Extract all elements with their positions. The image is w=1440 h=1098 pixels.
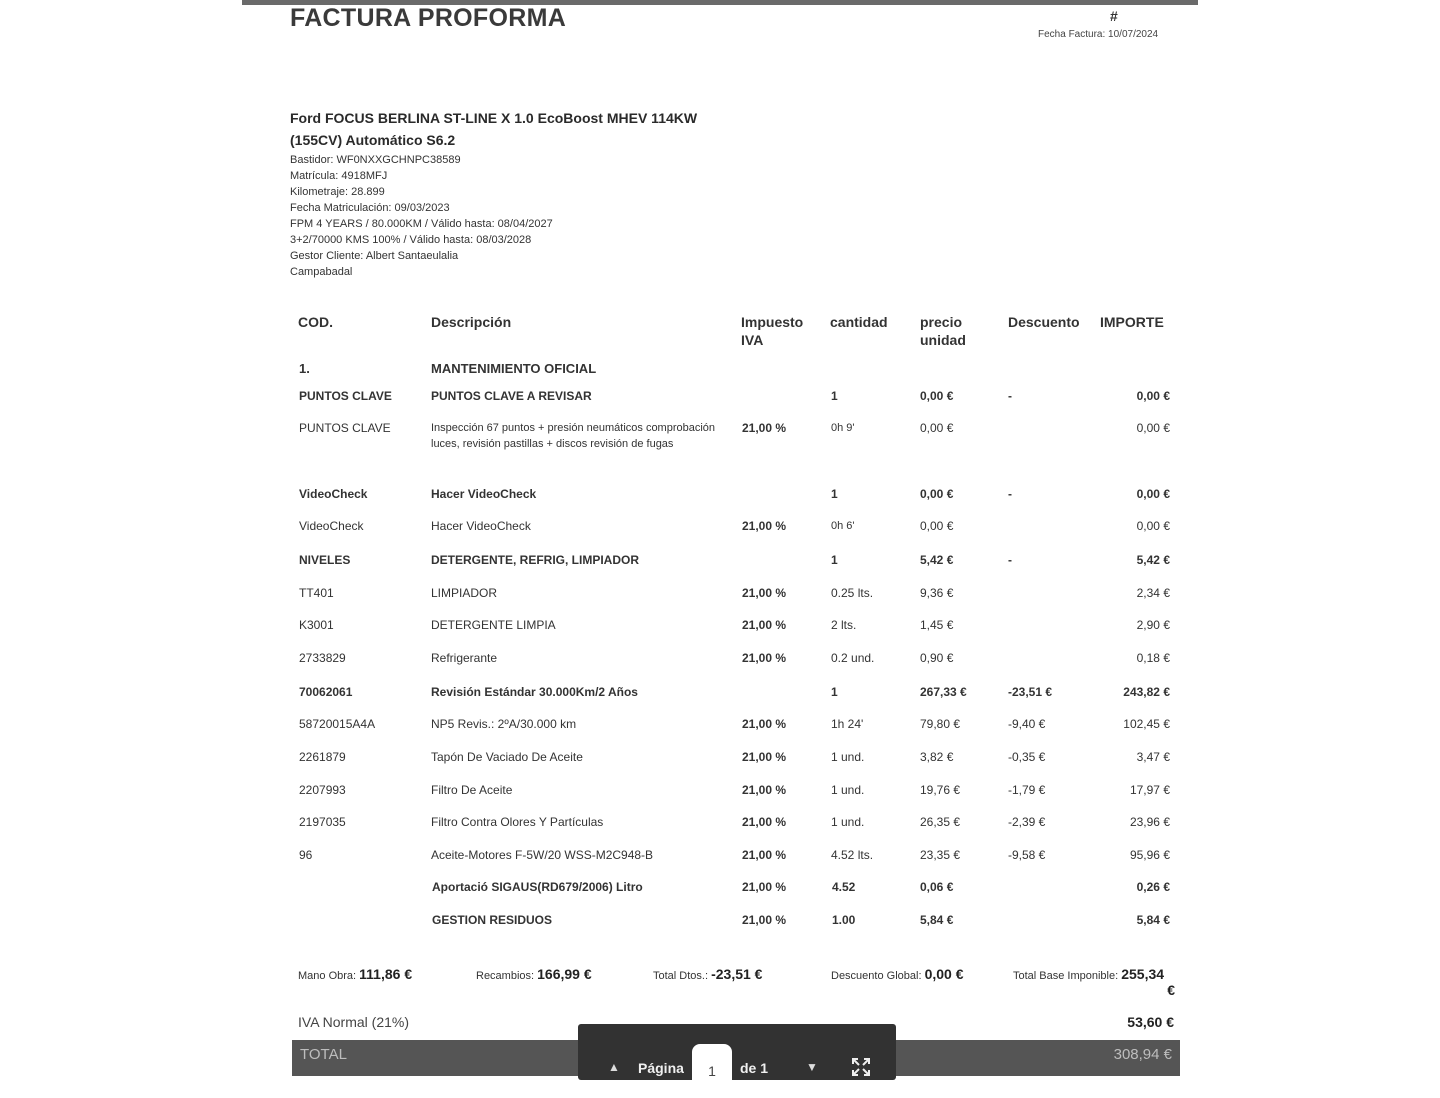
- invoice-title: FACTURA PROFORMA: [290, 4, 567, 32]
- cell-precio: 0,00 €: [920, 519, 954, 533]
- cell-cod: K3001: [299, 618, 334, 632]
- col-header-descuento: Descuento: [1008, 314, 1080, 330]
- cell-descuento: -23,51 €: [1008, 685, 1053, 699]
- cell-desc: Hacer VideoCheck: [431, 519, 531, 533]
- next-page-icon[interactable]: ▼: [806, 1060, 818, 1074]
- vehicle-bastidor: Bastidor: WF0NXXGCHNPC38589: [290, 154, 461, 166]
- summary-recambios: [476, 966, 592, 982]
- cell-iva: 21,00 %: [742, 913, 787, 927]
- cell-desc: Hacer VideoCheck: [431, 487, 537, 501]
- cell-desc: LIMPIADOR: [431, 586, 498, 600]
- cell-cod: 70062061: [299, 685, 353, 699]
- col-header-precio-line2: unidad: [920, 332, 966, 348]
- invoice-date-label: Fecha Factura:: [1038, 29, 1106, 40]
- cell-precio: 26,35 €: [920, 815, 961, 829]
- summary-total-dtos-label: Total Dtos.:: [653, 970, 709, 982]
- col-header-cod: COD.: [298, 314, 333, 330]
- cell-importe: 5,84 €: [1136, 913, 1170, 927]
- cell-desc: Tapón De Vaciado De Aceite: [431, 750, 583, 764]
- cell-importe: 95,96 €: [1129, 848, 1170, 862]
- cell-precio: 5,84 €: [920, 913, 954, 927]
- summary-descuento-global: [831, 966, 964, 982]
- vehicle-kilometraje: Kilometraje: 28.899: [290, 186, 385, 198]
- cell-importe: 23,96 €: [1129, 815, 1170, 829]
- cell-cod: 2197035: [299, 815, 346, 829]
- vehicle-gestor-2: Campabadal: [290, 266, 353, 278]
- vehicle-matricula: Matrícula: 4918MFJ: [290, 170, 388, 182]
- summary-mano-obra-label: Mano Obra:: [298, 970, 357, 982]
- cell-precio: 0,90 €: [920, 651, 954, 665]
- cell-desc: PUNTOS CLAVE A REVISAR: [431, 389, 592, 403]
- cell-cod: 2261879: [299, 750, 346, 764]
- cell-desc: MANTENIMIENTO OFICIAL: [431, 361, 597, 376]
- cell-importe: 17,97 €: [1129, 783, 1170, 797]
- col-header-impuesto-line1: Impuesto: [741, 314, 804, 330]
- cell-cantidad: 1: [831, 389, 838, 403]
- col-header-impuesto-line2: IVA: [741, 332, 764, 348]
- cell-iva: 21,00 %: [742, 848, 787, 862]
- summary-total-dtos-value: -23,51 €: [711, 966, 763, 982]
- vehicle-gestor: Gestor Cliente: Albert Santaeulalia: [290, 250, 459, 262]
- vehicle-fpm: FPM 4 YEARS / 80.000KM / Válido hasta: 08/04/2027: [290, 218, 553, 230]
- cell-precio: 3,82 €: [920, 750, 954, 764]
- summary-recambios-value: 166,99 €: [537, 966, 592, 982]
- col-header-importe: IMPORTE: [1100, 314, 1164, 330]
- cell-importe: 0,18 €: [1136, 651, 1170, 665]
- cell-precio: 1,45 €: [920, 618, 954, 632]
- previous-page-icon[interactable]: ▲: [608, 1060, 620, 1074]
- cell-cod: 58720015A4A: [299, 717, 376, 731]
- cell-iva: 21,00 %: [742, 421, 787, 435]
- vehicle-fecha-matriculacion: Fecha Matriculación: 09/03/2023: [290, 202, 450, 214]
- cell-cantidad: 1h 24': [831, 717, 864, 731]
- cell-iva: 21,00 %: [742, 586, 787, 600]
- cell-descuento: -: [1008, 553, 1012, 567]
- cell-cod: VideoCheck: [299, 519, 364, 533]
- cell-desc: Filtro De Aceite: [431, 783, 513, 797]
- invoice-number-label: #: [1110, 8, 1118, 24]
- cell-iva: 21,00 %: [742, 519, 787, 533]
- summary-base-value: 255,34: [1121, 966, 1165, 982]
- cell-cantidad: 4.52: [832, 880, 856, 894]
- cell-precio: 0,06 €: [920, 880, 954, 894]
- cell-precio: 0,00 €: [920, 487, 954, 501]
- cell-cantidad: 1: [831, 553, 838, 567]
- cell-iva: 21,00 %: [742, 750, 787, 764]
- cell-cantidad: 1 und.: [831, 783, 865, 797]
- cell-cantidad: 0.2 und.: [831, 651, 875, 665]
- cell-precio: 79,80 €: [920, 717, 961, 731]
- cell-cantidad: 1: [831, 487, 838, 501]
- cell-desc: DETERGENTE LIMPIA: [431, 618, 556, 632]
- cell-precio: 267,33 €: [920, 685, 967, 699]
- invoice-date-value: 10/07/2024: [1108, 29, 1159, 40]
- invoice-date: [1038, 29, 1158, 40]
- cell-importe: 0,00 €: [1136, 421, 1170, 435]
- cell-desc: Aceite-Motores F-5W/20 WSS-M2C948-B: [431, 848, 654, 862]
- fullscreen-icon[interactable]: [852, 1058, 870, 1076]
- cell-cantidad: 0.25 lts.: [831, 586, 874, 600]
- cell-importe: 102,45 €: [1123, 717, 1170, 731]
- cell-precio: 0,00 €: [920, 389, 954, 403]
- cell-desc: GESTION RESIDUOS: [432, 913, 553, 927]
- cell-precio: 9,36 €: [920, 586, 954, 600]
- cell-cantidad: 4.52 lts.: [831, 848, 874, 862]
- cell-descuento: -0,35 €: [1008, 750, 1046, 764]
- cell-importe: 2,90 €: [1136, 618, 1170, 632]
- cell-desc: Inspección 67 puntos + presión neumáticos comprobación luces, revisión pastillas + discos revisión de fugas: [431, 422, 716, 450]
- cell-cod: PUNTOS CLAVE: [299, 389, 392, 403]
- cell-cod: NIVELES: [299, 553, 351, 567]
- cell-cantidad: 1 und.: [831, 815, 865, 829]
- cell-iva: 21,00 %: [742, 651, 787, 665]
- cell-importe: 3,47 €: [1136, 750, 1170, 764]
- cell-desc: NP5 Revis.: 2ºA/30.000 km: [431, 717, 577, 731]
- cell-cod: TT401: [299, 586, 334, 600]
- summary-descuento-global-label: Descuento Global:: [831, 970, 922, 982]
- vehicle-model-line2: (155CV) Automático S6.2: [290, 132, 456, 148]
- cell-desc: Filtro Contra Olores Y Partículas: [431, 815, 604, 829]
- summary-base-currency: €: [1167, 982, 1175, 998]
- cell-desc: DETERGENTE, REFRIG, LIMPIADOR: [431, 553, 640, 567]
- page-count: de 1: [740, 1060, 769, 1076]
- cell-importe: 2,34 €: [1136, 586, 1170, 600]
- cell-cod: 2733829: [299, 651, 346, 665]
- col-header-precio-line1: precio: [920, 314, 963, 330]
- cell-precio: 23,35 €: [920, 848, 961, 862]
- iva-value: 53,60 €: [1127, 1014, 1174, 1030]
- cell-descuento: -: [1008, 389, 1012, 403]
- cell-iva: 21,00 %: [742, 717, 787, 731]
- cell-importe: 0,00 €: [1136, 389, 1170, 403]
- summary-recambios-label: Recambios:: [476, 970, 535, 982]
- col-header-descripcion: Descripción: [431, 314, 512, 330]
- total-value: 308,94 €: [1113, 1046, 1172, 1063]
- cell-precio: 19,76 €: [920, 783, 961, 797]
- cell-precio: 0,00 €: [920, 421, 954, 435]
- cell-desc: Aportació SIGAUS(RD679/2006) Litro: [432, 880, 643, 894]
- cell-desc: Revisión Estándar 30.000Km/2 Años: [431, 685, 638, 699]
- cell-iva: 21,00 %: [742, 815, 787, 829]
- col-header-precio: [920, 313, 966, 349]
- cell-cod: PUNTOS CLAVE: [299, 421, 391, 435]
- summary-total-dtos: [653, 966, 762, 982]
- cell-importe: 5,42 €: [1136, 553, 1170, 567]
- cell-cod: 2207993: [299, 783, 346, 797]
- cell-descuento: -1,79 €: [1008, 783, 1046, 797]
- cell-iva: 21,00 %: [742, 618, 787, 632]
- cell-descuento: -9,40 €: [1008, 717, 1046, 731]
- cell-cantidad: 1 und.: [831, 750, 865, 764]
- cell-importe: 0,00 €: [1136, 487, 1170, 501]
- cell-cod: 96: [299, 848, 313, 862]
- total-label: TOTAL: [300, 1046, 347, 1063]
- cell-importe: 0,26 €: [1136, 880, 1170, 894]
- cell-cod: VideoCheck: [299, 487, 368, 501]
- summary-mano-obra-value: 111,86 €: [359, 966, 413, 982]
- vehicle-model-line1: Ford FOCUS BERLINA ST-LINE X 1.0 EcoBoost MHEV 114KW: [290, 110, 698, 126]
- cell-importe: 0,00 €: [1136, 519, 1170, 533]
- iva-label: IVA Normal (21%): [298, 1014, 409, 1030]
- cell-descuento: -9,58 €: [1008, 848, 1046, 862]
- page-number-input[interactable]: 1: [692, 1044, 732, 1084]
- summary-base-imponible: [1013, 966, 1175, 998]
- cell-cantidad: 0h 6': [831, 520, 855, 532]
- cell-precio: 5,42 €: [920, 553, 954, 567]
- col-header-cantidad: cantidad: [830, 314, 888, 330]
- cell-cantidad: 2 lts.: [831, 618, 857, 632]
- cell-descuento: -2,39 €: [1008, 815, 1046, 829]
- cell-cantidad: 1.00: [832, 913, 856, 927]
- summary-descuento-global-value: 0,00 €: [924, 966, 964, 982]
- cell-iva: 21,00 %: [742, 880, 787, 894]
- vehicle-garantia: 3+2/70000 KMS 100% / Válido hasta: 08/03/2028: [290, 234, 532, 246]
- col-header-impuesto: [741, 313, 803, 349]
- cell-iva: 21,00 %: [742, 783, 787, 797]
- cell-importe: 243,82 €: [1123, 685, 1170, 699]
- cell-cod: 1.: [299, 361, 310, 376]
- cell-cantidad: 1: [831, 685, 838, 699]
- cell-cantidad: 0h 9': [831, 422, 855, 434]
- summary-mano-obra: [298, 966, 412, 982]
- cell-descuento: -: [1008, 487, 1012, 501]
- summary-base-label: Total Base Imponible:: [1013, 970, 1119, 982]
- vehicle-info: [290, 106, 750, 280]
- page-navigation-toolbar: [578, 1024, 896, 1080]
- page-label: Página: [638, 1060, 684, 1076]
- cell-desc: Refrigerante: [431, 651, 498, 665]
